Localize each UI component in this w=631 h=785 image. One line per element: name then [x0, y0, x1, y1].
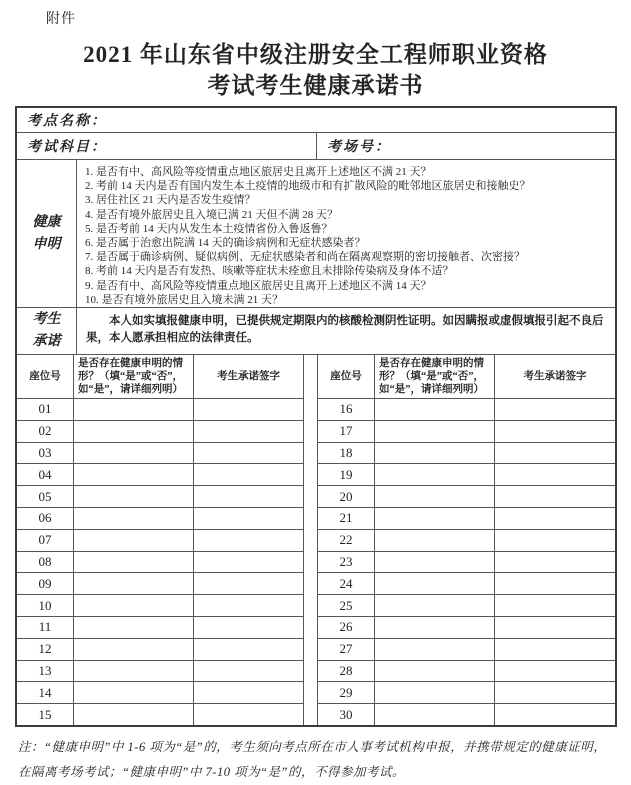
- health-commitment-form: [15, 106, 617, 727]
- health-item-10: 10. 是否有境外旅居史且入境未满 21 天？: [85, 293, 283, 306]
- signature-input-cell[interactable]: [495, 595, 615, 616]
- table-row: [17, 508, 303, 530]
- table-row: [17, 704, 303, 725]
- table-row: [318, 464, 615, 486]
- signature-input-cell[interactable]: [495, 661, 615, 682]
- signature-input-cell[interactable]: [194, 617, 303, 638]
- table-row: [17, 399, 303, 421]
- condition-input-cell[interactable]: [375, 595, 495, 616]
- health-item-1: 1. 是否有中、高风险等疫情重点地区旅居史且离开上述地区不满 21 天？: [85, 166, 432, 178]
- seat-number-cell: 27: [318, 639, 375, 660]
- seat-number-cell: 30: [318, 704, 375, 725]
- condition-input-cell[interactable]: [74, 421, 194, 442]
- page-title-line1: 2021 年山东省中级注册安全工程师职业资格: [83, 42, 548, 67]
- commitment-row: [17, 308, 615, 355]
- site-name-field[interactable]: [107, 108, 615, 132]
- seat-number-cell: 20: [318, 486, 375, 507]
- condition-input-cell[interactable]: [74, 661, 194, 682]
- seat-number-cell: 13: [17, 661, 74, 682]
- seat-number-cell: 09: [17, 573, 74, 594]
- seat-number-cell: 06: [17, 508, 74, 529]
- footnote: 注：“健康申明”中 1-6 项为“是”的，考生须向考点所在市人事考试机构申报，并携带规定的健康证明，在隔离考场考试；“健康申明”中 7-10 项为“是”的，不得参加考试。: [18, 740, 607, 779]
- signature-input-cell[interactable]: [495, 617, 615, 638]
- table-row: [318, 530, 615, 552]
- signature-input-cell[interactable]: [495, 421, 615, 442]
- seat-number-cell: 28: [318, 661, 375, 682]
- health-item-3: 3. 居住社区 21 天内是否发生疫情？: [85, 194, 256, 207]
- signature-input-cell[interactable]: [194, 595, 303, 616]
- condition-input-cell[interactable]: [375, 617, 495, 638]
- table-row: [318, 552, 615, 574]
- signature-input-cell[interactable]: [194, 704, 303, 725]
- condition-input-cell[interactable]: [74, 508, 194, 529]
- table-row: [318, 661, 615, 683]
- signature-input-cell[interactable]: [194, 552, 303, 573]
- seat-number-cell: 12: [17, 639, 74, 660]
- signature-input-cell[interactable]: [194, 443, 303, 464]
- condition-input-cell[interactable]: [74, 552, 194, 573]
- seat-number-cell: 04: [17, 464, 74, 485]
- signature-input-cell[interactable]: [194, 399, 303, 420]
- condition-input-cell[interactable]: [375, 682, 495, 703]
- seat-table-right-header: [318, 355, 615, 399]
- commitment-label: 考生承诺: [32, 312, 61, 349]
- seat-number-cell: 16: [318, 399, 375, 420]
- health-item-8: 8. 考前 14 天内是否有发热、咳嗽等症状未痊愈且未排除传染病及身体不适？: [85, 265, 454, 278]
- seat-number-cell: 05: [17, 486, 74, 507]
- health-item-5: 5. 是否考前 14 天内从发生本土疫情省份入鲁返鲁？: [85, 222, 333, 235]
- table-row: [318, 617, 615, 639]
- condition-input-cell[interactable]: [375, 573, 495, 594]
- signature-input-cell[interactable]: [495, 530, 615, 551]
- subject-field[interactable]: [107, 133, 316, 159]
- seat-number-cell: 25: [318, 595, 375, 616]
- table-row: [17, 443, 303, 465]
- commitment-text: 本人如实填报健康申明，已提供规定期限内的核酸检测阴性证明。如因瞒报或虚假填报引起不良后果，本人愿承担相应的法律责任。: [86, 315, 604, 344]
- table-row: [318, 595, 615, 617]
- seat-number-cell: 22: [318, 530, 375, 551]
- table-row: [17, 486, 303, 508]
- signature-input-cell[interactable]: [194, 639, 303, 660]
- health-item-9: 9. 是否有中、高风险等疫情重点地区旅居史且离开上述地区不满 14 天？: [85, 279, 432, 292]
- site-name-row: [17, 108, 615, 133]
- seat-number-cell: 21: [318, 508, 375, 529]
- condition-input-cell[interactable]: [74, 704, 194, 725]
- condition-input-cell[interactable]: [74, 530, 194, 551]
- table-row: [318, 399, 615, 421]
- table-row: [17, 595, 303, 617]
- seat-number-cell: 19: [318, 464, 375, 485]
- page-title-line2: 考试考生健康承诺书: [207, 73, 424, 98]
- table-row: [318, 443, 615, 465]
- seat-number-cell: 14: [17, 682, 74, 703]
- seat-number-header: 座位号: [17, 355, 74, 398]
- seat-number-cell: 24: [318, 573, 375, 594]
- seat-table-left: [17, 355, 304, 725]
- condition-input-cell[interactable]: [375, 530, 495, 551]
- seat-number-cell: 17: [318, 421, 375, 442]
- signature-input-cell[interactable]: [495, 639, 615, 660]
- condition-input-cell[interactable]: [375, 704, 495, 725]
- signature-input-cell[interactable]: [495, 682, 615, 703]
- table-row: [318, 682, 615, 704]
- condition-input-cell[interactable]: [74, 573, 194, 594]
- seat-number-cell: 11: [17, 617, 74, 638]
- table-row: [318, 573, 615, 595]
- seat-number-cell: 08: [17, 552, 74, 573]
- table-row: [17, 661, 303, 683]
- seat-tables-row: [17, 355, 615, 725]
- condition-header: 是否存在健康申明的情形？（填“是”或“否”，如“是”，请详细列明）: [375, 355, 495, 398]
- signature-input-cell[interactable]: [495, 573, 615, 594]
- table-row: [17, 617, 303, 639]
- seat-number-cell: 15: [17, 704, 74, 725]
- condition-input-cell[interactable]: [375, 443, 495, 464]
- table-row: [318, 486, 615, 508]
- condition-input-cell[interactable]: [375, 552, 495, 573]
- seat-number-cell: 10: [17, 595, 74, 616]
- health-item-4: 4. 是否有境外旅居史且入境已满 21 天但不满 28 天？: [85, 208, 338, 221]
- signature-input-cell[interactable]: [495, 464, 615, 485]
- subject-room-row: [17, 133, 615, 160]
- subject-cell: [17, 133, 317, 159]
- signature-input-cell[interactable]: [194, 464, 303, 485]
- table-row: [17, 552, 303, 574]
- health-item-6: 6. 是否属于治愈出院满 14 天的确诊病例和无症状感染者？: [85, 237, 366, 250]
- health-declaration-items: [77, 160, 615, 307]
- commitment-label-cell: [17, 308, 77, 354]
- condition-input-cell[interactable]: [74, 682, 194, 703]
- seat-number-cell: 02: [17, 421, 74, 442]
- signature-input-cell[interactable]: [194, 486, 303, 507]
- condition-input-cell[interactable]: [74, 443, 194, 464]
- health-item-2: 2. 考前 14 天内是否有国内发生本土疫情的地级市和有扩散风险的毗邻地区旅居史和接触史？: [85, 180, 531, 193]
- signature-input-cell[interactable]: [495, 508, 615, 529]
- condition-input-cell[interactable]: [74, 639, 194, 660]
- table-row: [17, 639, 303, 661]
- condition-input-cell[interactable]: [375, 464, 495, 485]
- seat-number-cell: 07: [17, 530, 74, 551]
- health-declaration-label: 健康申明: [32, 214, 61, 252]
- condition-input-cell[interactable]: [74, 399, 194, 420]
- table-row: [318, 704, 615, 725]
- seat-table-left-header: [17, 355, 303, 399]
- table-gap: [304, 355, 317, 725]
- table-row: [17, 530, 303, 552]
- condition-input-cell[interactable]: [375, 661, 495, 682]
- seat-number-header: 座位号: [318, 355, 375, 398]
- table-row: [17, 682, 303, 704]
- condition-input-cell[interactable]: [74, 595, 194, 616]
- table-row: [318, 639, 615, 661]
- health-item-7: 7. 是否属于确诊病例、疑似病例、无症状感染者和尚在隔离观察期的密切接触者、次密接？: [85, 251, 525, 264]
- signature-input-cell[interactable]: [194, 573, 303, 594]
- signature-input-cell[interactable]: [194, 508, 303, 529]
- signature-input-cell[interactable]: [495, 704, 615, 725]
- room-label: 考场号：: [327, 140, 391, 155]
- signature-input-cell[interactable]: [194, 530, 303, 551]
- health-declaration-row: [17, 160, 615, 308]
- condition-input-cell[interactable]: [375, 421, 495, 442]
- signature-input-cell[interactable]: [495, 399, 615, 420]
- subject-label: 考试科目：: [27, 140, 107, 155]
- site-name-label: 考点名称：: [27, 114, 107, 129]
- signature-input-cell[interactable]: [495, 486, 615, 507]
- seat-number-cell: 26: [318, 617, 375, 638]
- table-row: [318, 421, 615, 443]
- room-field[interactable]: [391, 133, 615, 159]
- signature-header: 考生承诺签字: [217, 371, 280, 382]
- signature-input-cell[interactable]: [194, 661, 303, 682]
- signature-header: 考生承诺签字: [523, 371, 587, 382]
- condition-input-cell[interactable]: [375, 486, 495, 507]
- signature-input-cell[interactable]: [495, 552, 615, 573]
- table-row: [17, 464, 303, 486]
- condition-input-cell[interactable]: [74, 464, 194, 485]
- seat-number-cell: 03: [17, 443, 74, 464]
- health-declaration-label-cell: [17, 160, 77, 307]
- table-row: [318, 508, 615, 530]
- signature-input-cell[interactable]: [194, 682, 303, 703]
- seat-table-right: [317, 355, 615, 725]
- signature-input-cell[interactable]: [194, 421, 303, 442]
- condition-input-cell[interactable]: [74, 617, 194, 638]
- condition-input-cell[interactable]: [375, 508, 495, 529]
- condition-header: 是否存在健康申明的情形？（填“是”或“否”，如“是”，请详细列明）: [74, 355, 194, 398]
- condition-input-cell[interactable]: [74, 486, 194, 507]
- table-row: [17, 573, 303, 595]
- attachment-label: 附件: [46, 12, 76, 27]
- room-cell: [317, 133, 615, 159]
- seat-number-cell: 29: [318, 682, 375, 703]
- condition-input-cell[interactable]: [375, 399, 495, 420]
- seat-number-cell: 23: [318, 552, 375, 573]
- seat-number-cell: 01: [17, 399, 74, 420]
- seat-number-cell: 18: [318, 443, 375, 464]
- condition-input-cell[interactable]: [375, 639, 495, 660]
- table-row: [17, 421, 303, 443]
- signature-input-cell[interactable]: [495, 443, 615, 464]
